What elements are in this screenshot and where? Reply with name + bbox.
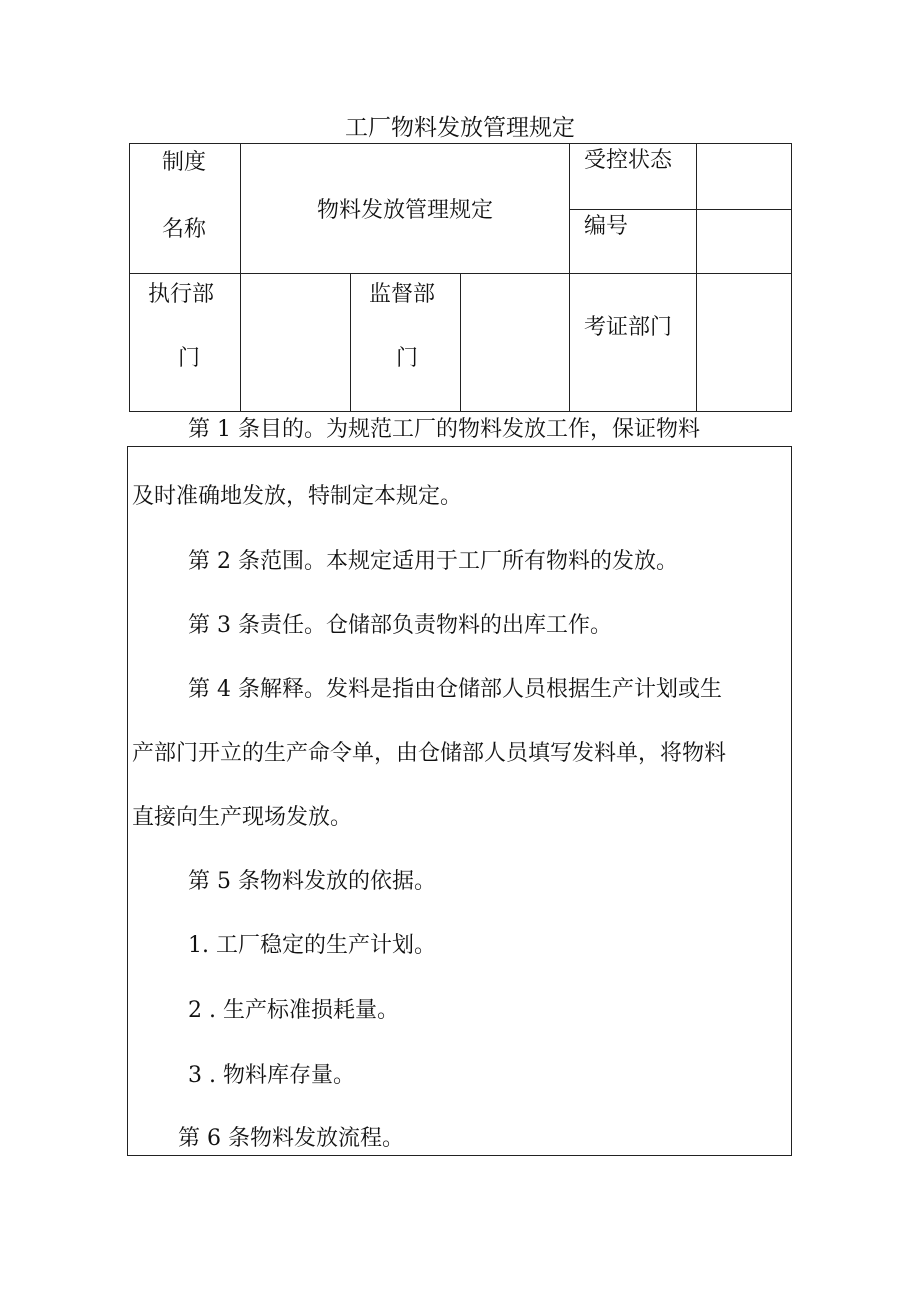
supervise-dept-label-cell (351, 274, 461, 412)
exec-dept-label-line2: 门 (178, 346, 201, 371)
exec-dept-value (241, 274, 351, 412)
clause-2: 第 2 条范围。本规定适用于工厂所有物料的发放。 (188, 549, 678, 574)
number-label: 编号 (570, 210, 697, 274)
system-name-label-cell (130, 144, 241, 274)
supervise-dept-value (461, 274, 570, 412)
verify-dept-label: 考证部门 (570, 274, 697, 412)
clause-3: 第 3 条责任。仓储部负责物料的出库工作。 (188, 613, 612, 638)
clause-4-line-1: 第 4 条解释。发料是指由仓储部人员根据生产计划或生 (188, 677, 722, 702)
verify-dept-value (697, 274, 792, 412)
control-status-label: 受控状态 (570, 144, 697, 210)
list-item-1: 1. 工厂稳定的生产计划。 (188, 933, 436, 958)
exec-dept-label-cell (130, 274, 241, 412)
clause-4-line-2: 产部门开立的生产命令单，由仓储部人员填写发料单，将物料 (132, 741, 727, 766)
control-status-value (697, 144, 792, 210)
document-title: 工厂物料发放管理规定 (345, 115, 575, 141)
clause-1-line-1: 第 1 条目的。为规范工厂的物料发放工作，保证物料 (188, 417, 700, 442)
supervise-dept-label-line1: 监督部 (369, 282, 436, 307)
system-name-label-line1: 制度 (162, 150, 207, 175)
number-value (697, 210, 792, 274)
clause-1-line-2: 及时准确地发放，特制定本规定。 (132, 484, 463, 509)
system-name-label-line2: 名称 (162, 217, 207, 242)
list-item-2: 2 . 生产标准损耗量。 (188, 998, 399, 1023)
header-info-table (129, 143, 792, 412)
clause-6: 第 6 条物料发放流程。 (178, 1126, 404, 1151)
supervise-dept-label-line2: 门 (396, 346, 419, 371)
list-item-3: 3 . 物料库存量。 (188, 1063, 355, 1088)
body-text-box (127, 446, 792, 1156)
exec-dept-label-line1: 执行部 (148, 282, 215, 307)
clause-5: 第 5 条物料发放的依据。 (188, 869, 436, 894)
clause-4-line-3: 直接向生产现场发放。 (132, 805, 353, 830)
system-name-value: 物料发放管理规定 (241, 144, 570, 274)
